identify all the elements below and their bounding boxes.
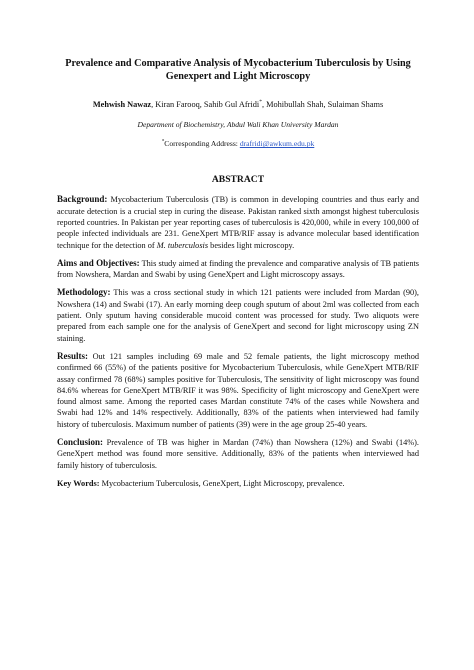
corresponding-address-marker: * xyxy=(161,138,165,145)
conclusion-text: Prevalence of TB was higher in Mardan (74%) than Nowshera (12%) and Swabi (14%). GeneXpert method was found more sensitive. Additionally, 83% of the patients when interviewed had family history of tuberculosis. xyxy=(57,438,419,470)
background-section xyxy=(57,194,419,250)
conclusion-section xyxy=(57,437,419,471)
corresponding-marker: * xyxy=(259,99,262,106)
author-list xyxy=(57,100,419,109)
background-label: Background: xyxy=(57,194,108,205)
keywords-label: Key Words: xyxy=(57,478,100,488)
aims-section xyxy=(57,258,419,281)
conclusion-label: Conclusion: xyxy=(57,437,104,448)
methodology-text: This was a cross sectional study in which 121 patients were included from Mardan (90), Nowshera (14) and Swabi (17). An early morning deep cough sputum of about 2ml was collected from each patient. Only sputum having considerable mucoid content was processed for study. Two aliquots were prepared from each sample one for the analysis of GeneXpert and second for light microscopy using ZN staining. xyxy=(57,288,419,343)
corresponding-address xyxy=(57,139,419,148)
email-link[interactable]: drafridi@awkum.edu.pk xyxy=(239,139,315,149)
aims-text: This study aimed at finding the prevalence and comparative analysis of TB patients from Nowshera, Mardan and Swabi by using GeneXpert and Light microscopy assays. xyxy=(57,258,420,280)
abstract-heading: ABSTRACT xyxy=(211,174,265,186)
corresponding-label: Corresponding Address: xyxy=(164,139,240,149)
keywords-section xyxy=(57,478,419,489)
results-label: Results: xyxy=(57,350,88,361)
affiliation: Department of Biochemistry, Abdul Wali Khan University Mardan xyxy=(137,120,339,130)
results-section xyxy=(57,351,419,430)
lead-author: Mehwish Nawaz xyxy=(92,100,152,110)
keywords-text: Mycobacterium Tuberculosis, GeneXpert, Light Microscopy, prevalence. xyxy=(99,478,345,488)
background-text-end: besides light microscopy. xyxy=(208,240,295,250)
paper-title: Prevalence and Comparative Analysis of Mycobacterium Tuberculosis by Using Genexpert and Light Microscopy xyxy=(65,58,411,83)
background-italic-term: M. tuberculosis xyxy=(156,240,209,250)
background-text: Mycobacterium Tuberculosis (TB) is common in developing countries and thus early and accurate detection is a crucial step in curing the disease. Pakistan ranked sixth amongst highest tuberculosis reported countries. In Pakistan per year reporting cases of tuberculosis is 420,000, while in every 100,000 of people infected individuals are 231. GeneXpert MTB/RIF assay is advance molecular based identification technique for the detection of xyxy=(57,195,419,250)
methodology-label: Methodology: xyxy=(57,287,111,298)
aims-label: Aims and Objectives: xyxy=(57,257,140,268)
authors-part-1: , Kiran Farooq, Sahib Gul Afridi xyxy=(151,100,260,110)
results-text: Out 121 samples including 69 male and 52 female patients, the light microscopy method confirmed 66 (55%) of the patients positive for Mycobacterium Tuberculosis, while GeneXpert MTB/RIF assay confirmed 78 (68%) samples positive for Tuberculosis, The sensitivity of light microscopy was found 84.6% whereas for GeneXpert MTB/RIF it was 98%. Specificity of light microscopy and GeneXpert were found almost same. Among the reported cases Mardan constitute 74% of the cases while Nowshera and Swabi had 12% and 14% respectively. Additionally, 83% of the patients when interviewed had family history of tuberculosis. Maximum number of patients (39) were in the age group 25-40 years. xyxy=(57,351,419,429)
authors-part-2: , Mohibullah Shah, Sulaiman Shams xyxy=(261,100,384,110)
paper-page xyxy=(57,57,419,489)
methodology-section xyxy=(57,287,419,343)
